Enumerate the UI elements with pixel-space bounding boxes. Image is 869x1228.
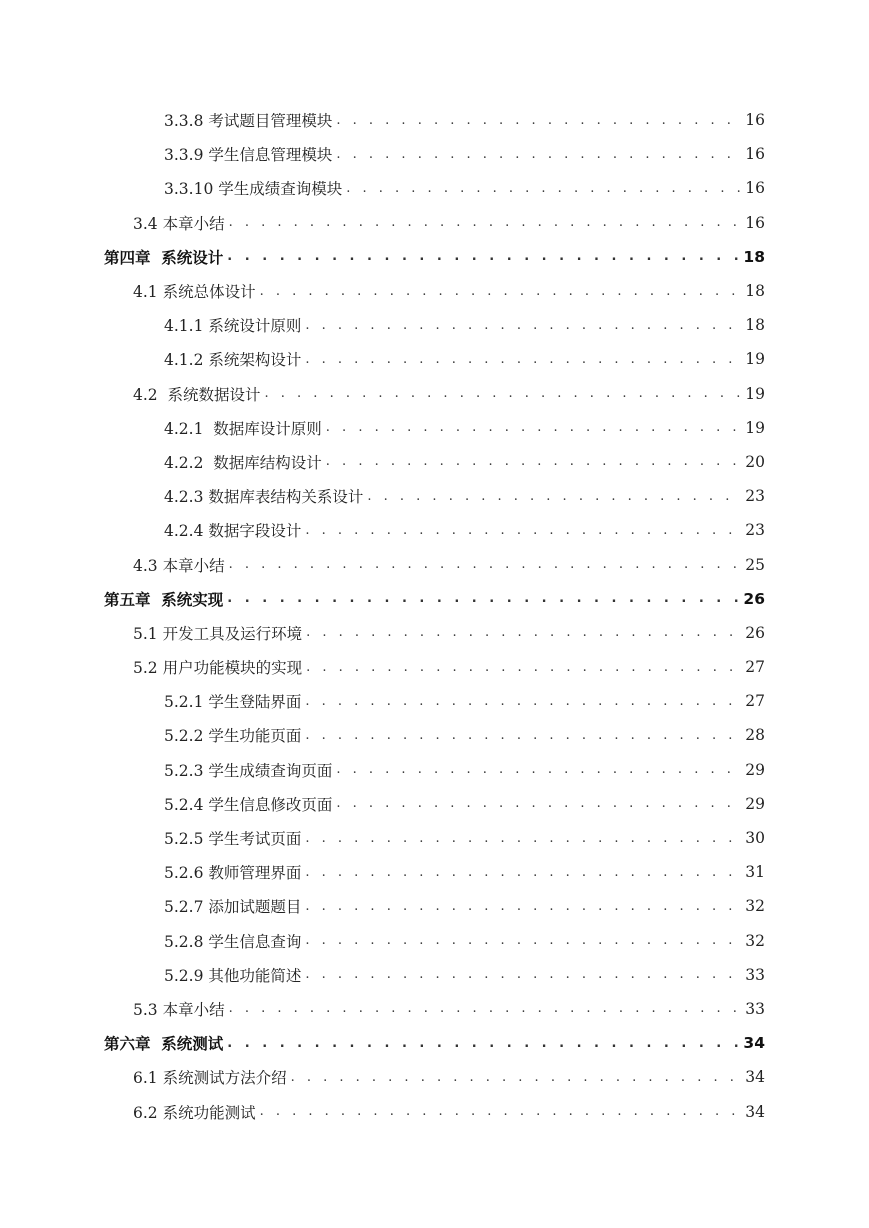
toc-subsection-entry[interactable] bbox=[0, 171, 869, 205]
dot-leader bbox=[305, 900, 741, 913]
toc-entry-title: 4.3 本章小结 bbox=[133, 556, 225, 575]
toc-page-number: 16 bbox=[745, 111, 765, 130]
toc-page-number: 30 bbox=[745, 829, 765, 848]
dot-leader bbox=[260, 285, 742, 298]
toc-section-entry[interactable] bbox=[0, 650, 869, 684]
dot-leader bbox=[305, 319, 741, 332]
toc-subsection-entry[interactable] bbox=[0, 753, 869, 787]
toc-entry-title: 5.2.5 学生考试页面 bbox=[164, 830, 302, 849]
toc-entry-title: 4.1.2 系统架构设计 bbox=[164, 351, 302, 370]
toc-subsection-entry[interactable] bbox=[0, 137, 869, 171]
toc-entry-title: 第六章 系统测试 bbox=[104, 1035, 224, 1054]
dot-leader bbox=[265, 387, 742, 400]
toc-page-number: 25 bbox=[745, 555, 765, 574]
toc-page-number: 27 bbox=[745, 658, 765, 677]
toc-page-number: 26 bbox=[743, 589, 765, 608]
toc-section-entry[interactable] bbox=[0, 377, 869, 411]
toc-entry-title: 第五章 系统实现 bbox=[104, 590, 224, 609]
toc-entry-title: 第四章 系统设计 bbox=[104, 248, 224, 267]
dot-leader bbox=[336, 763, 741, 776]
toc-entry-title: 4.1 系统总体设计 bbox=[133, 283, 256, 302]
toc-page-number: 19 bbox=[745, 350, 765, 369]
toc-page-number: 29 bbox=[745, 794, 765, 813]
toc-page-number: 27 bbox=[745, 692, 765, 711]
toc-subsection-entry[interactable] bbox=[0, 958, 869, 992]
toc-chapter-entry[interactable] bbox=[0, 240, 869, 274]
toc-subsection-entry[interactable] bbox=[0, 308, 869, 342]
toc-page-number: 33 bbox=[745, 965, 765, 984]
toc-entry-title: 5.2.4 学生信息修改页面 bbox=[164, 795, 333, 814]
toc-page-number: 33 bbox=[745, 999, 765, 1018]
toc-section-entry[interactable] bbox=[0, 274, 869, 308]
toc-subsection-entry[interactable] bbox=[0, 342, 869, 376]
toc-entry-title: 4.2.2 数据库结构设计 bbox=[164, 453, 322, 472]
dot-leader bbox=[227, 1037, 739, 1050]
toc-page-number: 29 bbox=[745, 760, 765, 779]
toc-entry-title: 4.2.1 数据库设计原则 bbox=[164, 419, 322, 438]
toc-page-number: 34 bbox=[745, 1068, 765, 1087]
toc-page-number: 18 bbox=[745, 282, 765, 301]
dot-leader bbox=[227, 592, 739, 605]
toc-entry-title: 4.1.1 系统设计原则 bbox=[164, 317, 302, 336]
toc-subsection-entry[interactable] bbox=[0, 821, 869, 855]
toc-subsection-entry[interactable] bbox=[0, 513, 869, 547]
toc-entry-title: 5.1 开发工具及运行环境 bbox=[133, 624, 303, 643]
toc-entry-title: 6.2 系统功能测试 bbox=[133, 1103, 256, 1122]
toc-entry-title: 5.2 用户功能模块的实现 bbox=[133, 659, 303, 678]
toc-entry-title: 5.2.8 学生信息查询 bbox=[164, 932, 302, 951]
toc-entry-title: 5.2.7 添加试题题目 bbox=[164, 898, 302, 917]
toc-chapter-entry[interactable] bbox=[0, 582, 869, 616]
toc-entry-title: 5.2.1 学生登陆界面 bbox=[164, 693, 302, 712]
dot-leader bbox=[336, 148, 741, 161]
dot-leader bbox=[229, 216, 742, 229]
toc-entry-title: 6.1 系统测试方法介绍 bbox=[133, 1069, 287, 1088]
toc-entry-title: 3.3.10 学生成绩查询模块 bbox=[164, 180, 343, 199]
toc-subsection-entry[interactable] bbox=[0, 411, 869, 445]
toc-page-number: 34 bbox=[745, 1102, 765, 1121]
toc-page-number: 32 bbox=[745, 897, 765, 916]
toc-subsection-entry[interactable] bbox=[0, 855, 869, 889]
toc-subsection-entry[interactable] bbox=[0, 684, 869, 718]
toc-subsection-entry[interactable] bbox=[0, 924, 869, 958]
toc-section-entry[interactable] bbox=[0, 616, 869, 650]
toc-page-number: 19 bbox=[745, 384, 765, 403]
dot-leader bbox=[305, 866, 741, 879]
dot-leader bbox=[305, 695, 741, 708]
toc-page-number: 32 bbox=[745, 931, 765, 950]
dot-leader bbox=[305, 353, 741, 366]
toc-subsection-entry[interactable] bbox=[0, 787, 869, 821]
dot-leader bbox=[306, 626, 741, 639]
toc-page-number: 19 bbox=[745, 418, 765, 437]
toc-page-number: 31 bbox=[745, 863, 765, 882]
dot-leader bbox=[367, 490, 741, 503]
toc-section-entry[interactable] bbox=[0, 547, 869, 581]
dot-leader bbox=[326, 421, 741, 434]
toc-entry-title: 3.3.8 考试题目管理模块 bbox=[164, 112, 333, 131]
dot-leader bbox=[326, 455, 741, 468]
toc-page-number: 16 bbox=[745, 145, 765, 164]
dot-leader bbox=[227, 250, 739, 263]
toc-entry-title: 5.2.6 教师管理界面 bbox=[164, 864, 302, 883]
toc-chapter-entry[interactable] bbox=[0, 1026, 869, 1060]
toc-entry-title: 5.2.3 学生成绩查询页面 bbox=[164, 761, 333, 780]
toc-section-entry[interactable] bbox=[0, 1094, 869, 1128]
dot-leader bbox=[305, 729, 741, 742]
toc-page-number: 20 bbox=[745, 452, 765, 471]
toc-entry-title: 4.2.3 数据库表结构关系设计 bbox=[164, 488, 364, 507]
toc-page-number: 28 bbox=[745, 726, 765, 745]
dot-leader bbox=[306, 661, 741, 674]
toc-page-number: 18 bbox=[745, 316, 765, 335]
dot-leader bbox=[305, 968, 741, 981]
toc-page-number: 23 bbox=[745, 487, 765, 506]
toc-section-entry[interactable] bbox=[0, 206, 869, 240]
toc-entry-title: 4.2 系统数据设计 bbox=[133, 385, 261, 404]
toc-page-number: 16 bbox=[745, 213, 765, 232]
toc-subsection-entry[interactable] bbox=[0, 103, 869, 137]
toc-subsection-entry[interactable] bbox=[0, 445, 869, 479]
toc-section-entry[interactable] bbox=[0, 1060, 869, 1094]
toc-section-entry[interactable] bbox=[0, 992, 869, 1026]
toc-entry-title: 3.3.9 学生信息管理模块 bbox=[164, 146, 333, 165]
toc-entry-title: 4.2.4 数据字段设计 bbox=[164, 522, 302, 541]
toc-page-number: 26 bbox=[745, 623, 765, 642]
toc-subsection-entry[interactable] bbox=[0, 479, 869, 513]
toc-page-number: 23 bbox=[745, 521, 765, 540]
dot-leader bbox=[336, 797, 741, 810]
dot-leader bbox=[346, 182, 741, 195]
dot-leader bbox=[229, 558, 742, 571]
toc-subsection-entry[interactable] bbox=[0, 889, 869, 923]
toc-page-number: 16 bbox=[745, 179, 765, 198]
toc-entry-title: 5.2.2 学生功能页面 bbox=[164, 727, 302, 746]
toc-page-number: 18 bbox=[743, 247, 765, 266]
dot-leader bbox=[305, 934, 741, 947]
table-of-contents bbox=[0, 103, 869, 1129]
toc-entry-title: 5.2.9 其他功能简述 bbox=[164, 966, 302, 985]
toc-entry-title: 3.4 本章小结 bbox=[133, 214, 225, 233]
dot-leader bbox=[229, 1002, 742, 1015]
dot-leader bbox=[305, 832, 741, 845]
dot-leader bbox=[291, 1071, 742, 1084]
toc-subsection-entry[interactable] bbox=[0, 718, 869, 752]
toc-entry-title: 5.3 本章小结 bbox=[133, 1000, 225, 1019]
dot-leader bbox=[305, 524, 741, 537]
dot-leader bbox=[336, 114, 741, 127]
toc-page-number: 34 bbox=[743, 1034, 765, 1053]
dot-leader bbox=[260, 1105, 742, 1118]
